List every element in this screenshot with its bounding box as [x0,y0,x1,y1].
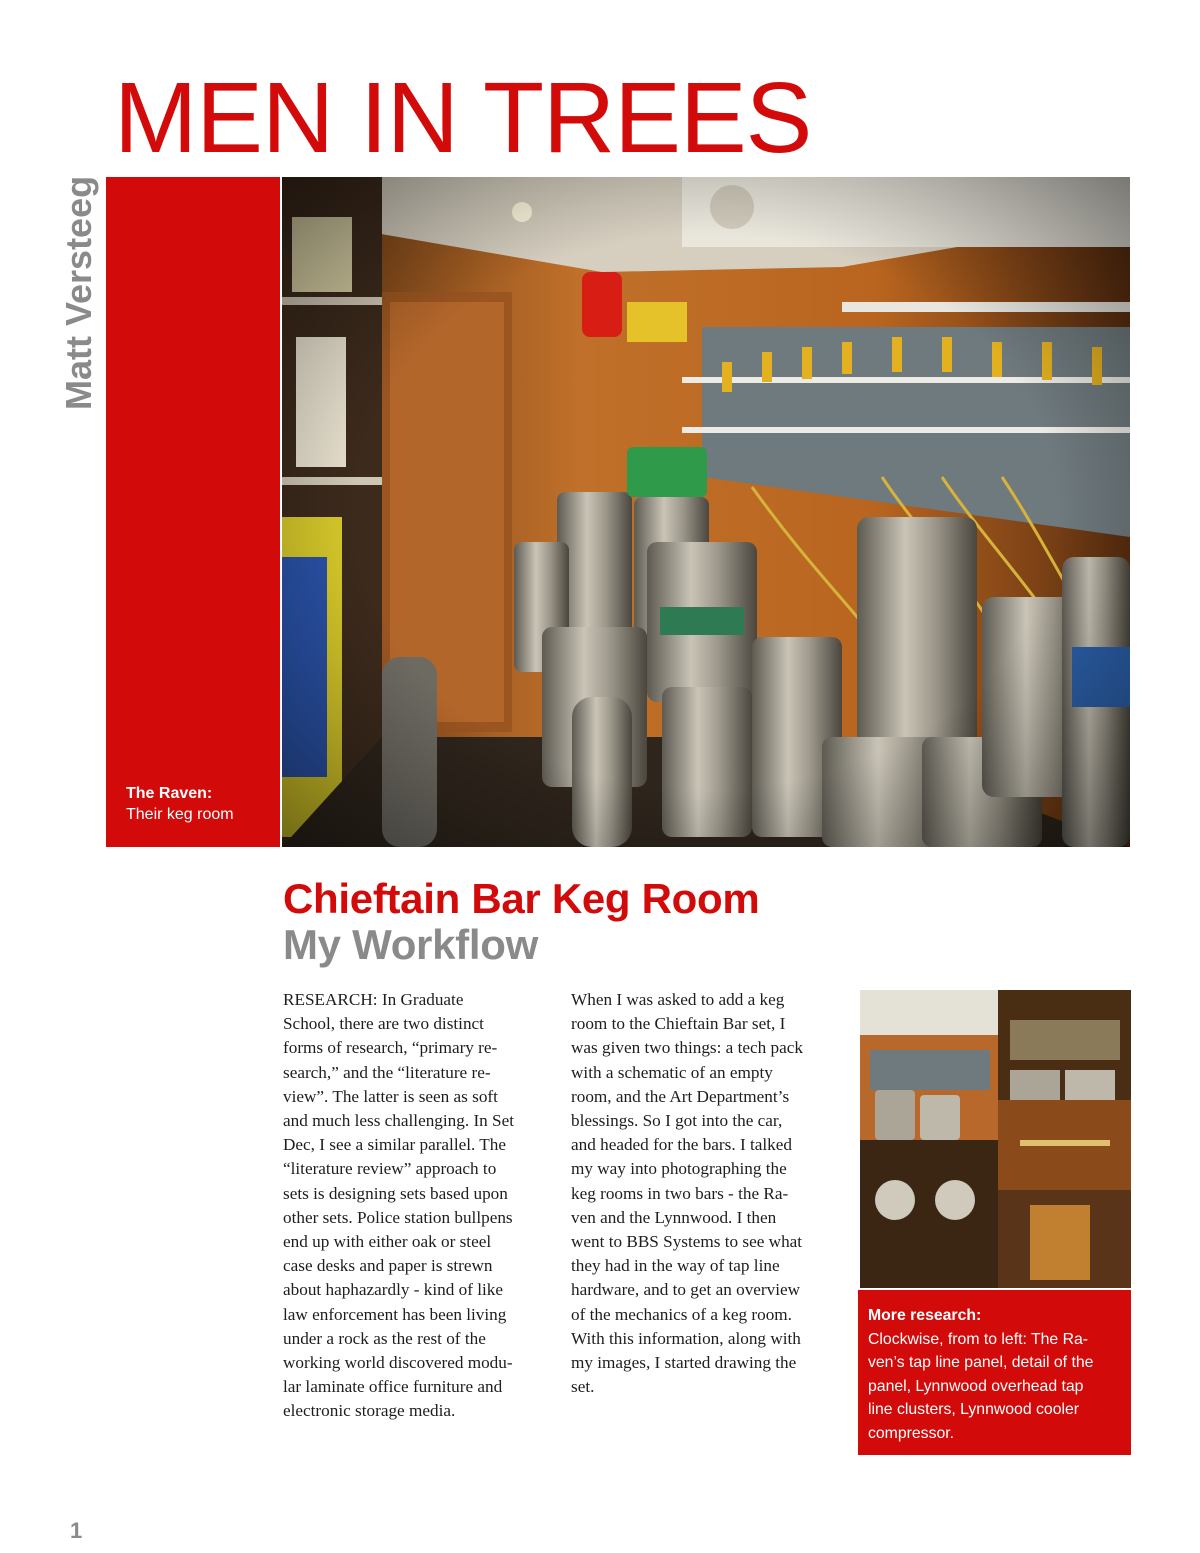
text-line: “literature review” approach to [283,1159,497,1179]
text-line: went to BBS Systems to see what [571,1232,803,1252]
text-line: other sets. Police station bullpens [283,1207,513,1227]
text-line: about haphazardly - kind of like [283,1280,504,1300]
research-photo-collage [860,990,1131,1288]
text-line: sets is designing sets based upon [283,1183,508,1203]
caption-line: Clockwise, from to left: The Ra- [868,1330,1089,1348]
text-line: working world discovered modu- [283,1353,513,1373]
caption-line: ven’s tap line panel, detail of the [868,1354,1094,1371]
text-line: under a rock as the rest of the [283,1328,486,1348]
collage-photo-cooler-compressor [860,1140,998,1288]
text-line: RESEARCH: In Graduate [283,990,464,1009]
text-line: ven and the Lynnwood. I then [571,1207,777,1227]
text-line: set. [571,1377,595,1397]
text-line: When I was asked to add a keg [571,990,785,1009]
research-caption [858,1290,1131,1455]
caption-line: line clusters, Lynnwood cooler [868,1401,1080,1418]
text-line: keg rooms in two bars - the Ra- [571,1183,789,1203]
text-line: room to the Chieftain Bar set, I [571,1014,786,1034]
masthead-title: MEN IN TREES [114,62,812,174]
caption-line: panel, Lynnwood overhead tap [868,1377,1084,1395]
text-line: With this information, along with [571,1328,801,1348]
text-line: and headed for the bars. I talked [571,1135,792,1155]
article-column-1 [283,988,551,1424]
text-line: view”. The latter is seen as soft [283,1086,498,1106]
text-line: forms of research, “primary re- [283,1038,498,1058]
main-photo-caption-title: The Raven: [126,785,213,802]
research-caption-title: More research: [868,1307,982,1324]
text-line: my images, I started drawing the [571,1353,797,1373]
caption-line: compressor. [868,1424,955,1442]
text-line: of the mechanics of a keg room. [571,1304,792,1324]
text-line: room, and the Art Department’s [571,1086,790,1106]
article-title: Chieftain Bar Keg Room [283,875,760,922]
main-photo-caption-text: Their keg room [126,806,234,823]
text-line: hardware, and to get an overview [571,1280,801,1300]
article-column-2 [571,988,839,1399]
text-line: was given two things: a tech pack [571,1038,803,1058]
text-line: School, there are two distinct [283,1014,484,1034]
text-line: they had in the way of tap line [571,1256,780,1276]
photo-caption-panel [106,177,280,847]
page-number: 1 [70,1518,83,1543]
text-line: with a schematic of an empty [571,1062,773,1082]
author-name: Matt Versteeg [58,175,99,410]
article-subtitle: My Workflow [283,921,538,968]
keg-room-photo [282,177,1130,847]
text-line: lar laminate office furniture and [283,1377,503,1397]
text-line: electronic storage media. [283,1401,456,1421]
text-line: and much less challenging. In Set [283,1111,515,1131]
main-photo-caption [126,783,234,825]
text-line: case desks and paper is strewn [283,1256,493,1276]
text-line: Dec, I see a similar parallel. The [283,1135,507,1155]
text-line: search,” and the “literature re- [283,1062,491,1082]
text-line: my way into photographing the [571,1159,787,1179]
text-line: blessings. So I got into the car, [571,1111,783,1131]
text-line: law enforcement has been living [283,1304,507,1324]
text-line: end up with either oak or steel [283,1232,492,1252]
